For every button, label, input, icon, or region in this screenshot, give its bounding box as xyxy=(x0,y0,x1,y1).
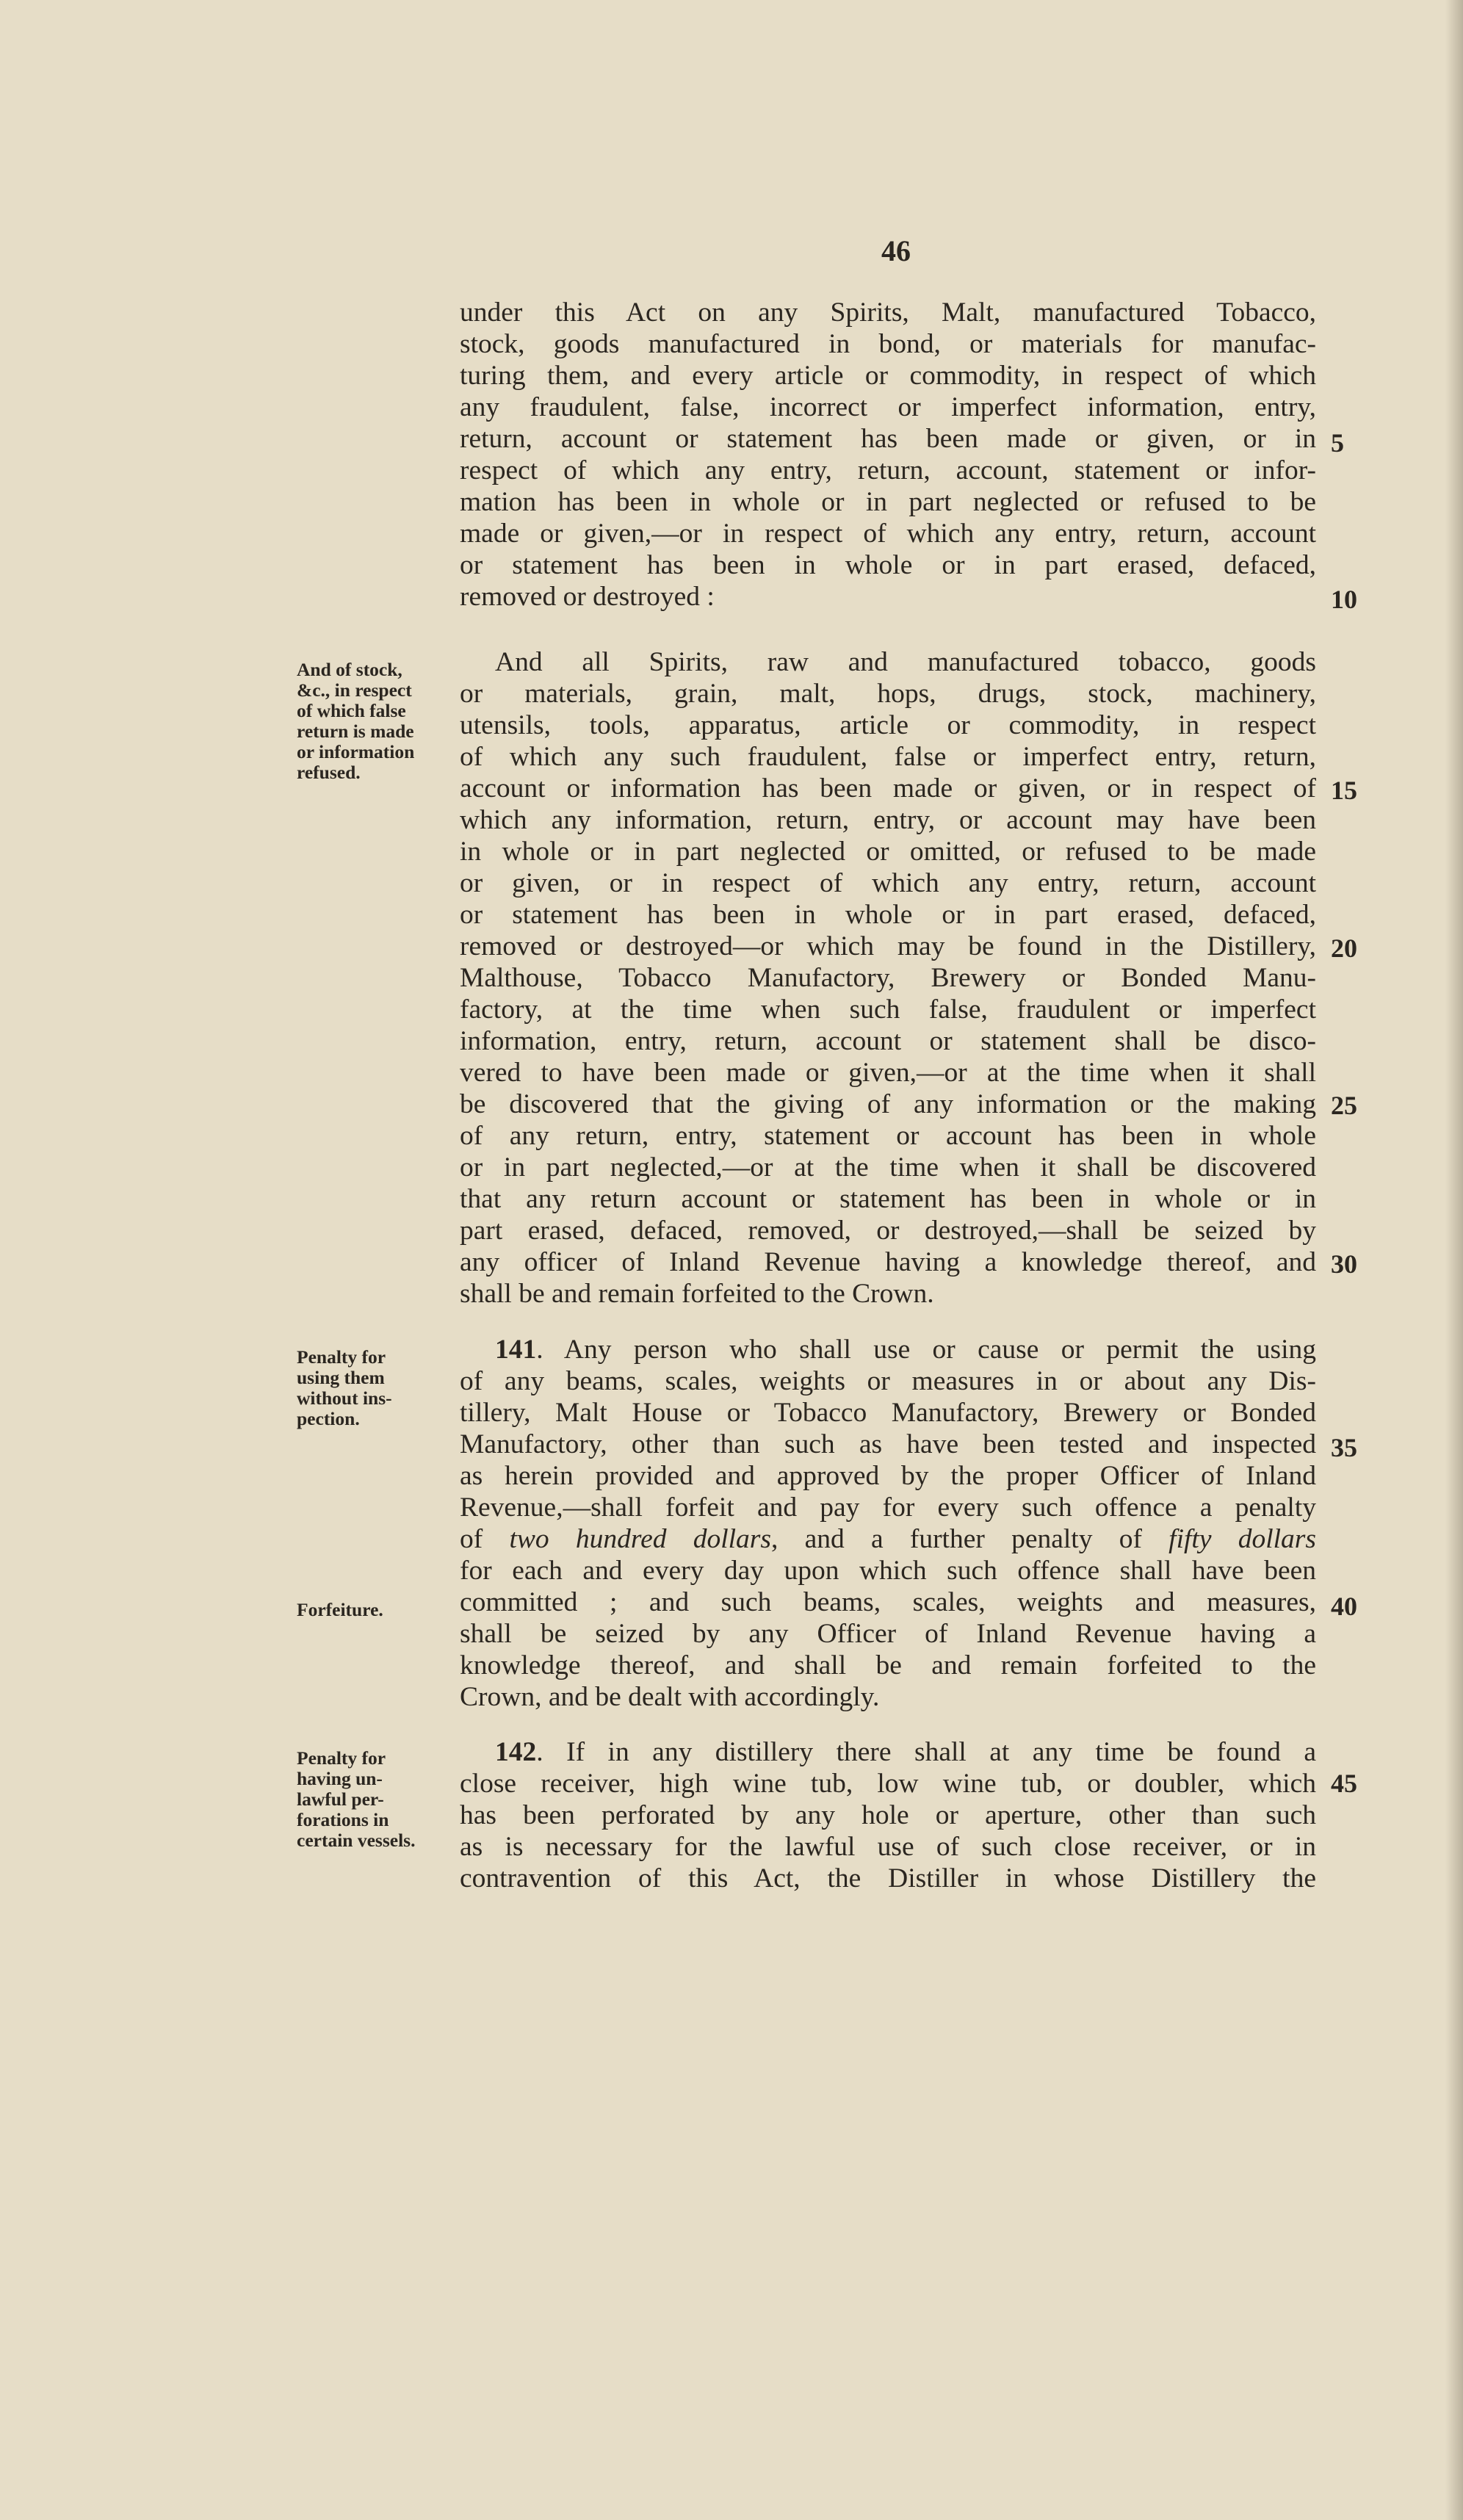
line-number: 30 xyxy=(1331,1249,1357,1279)
line-number: 5 xyxy=(1331,428,1344,458)
text-line: Crown, and be dealt with accordingly. xyxy=(460,1682,880,1712)
line-number: 45 xyxy=(1331,1769,1357,1798)
text-line: 142. If in any distillery there shall at any time be found a xyxy=(495,1737,1316,1767)
section-141 xyxy=(460,1334,1316,1716)
text-line: has been perforated by any hole or aperture, other than such xyxy=(460,1800,1316,1830)
text-line: or statement has been in whole or in part erased, defaced, xyxy=(460,550,1316,580)
text-line: or given, or in respect of which any entry, return, account xyxy=(460,868,1316,898)
text-line: or statement has been in whole or in part erased, defaced, xyxy=(460,900,1316,930)
text-line: committed ; and such beams, scales, weights and measures, xyxy=(460,1587,1316,1617)
sidenote-penalty-uninspected-measures: Penalty for using them without ins- pection. xyxy=(297,1346,392,1429)
sidenote-stock-false-return: And of stock, &c., in respect of which false return is made or information refused. xyxy=(297,659,415,783)
line-number: 10 xyxy=(1331,585,1357,614)
text-line: close receiver, high wine tub, low wine tub, or doubler, which xyxy=(460,1769,1316,1799)
text-line: return, account or statement has been made or given, or in xyxy=(460,424,1316,454)
text-line: factory, at the time when such false, fraudulent or imperfect xyxy=(460,994,1316,1025)
text-line: any fraudulent, false, incorrect or imperfect information, entry, xyxy=(460,392,1316,422)
text-line: knowledge thereof, and shall be and remain forfeited to the xyxy=(460,1650,1316,1680)
sidenote-forfeiture: Forfeiture. xyxy=(297,1599,383,1620)
text-line: vered to have been made or given,—or at the time when it shall xyxy=(460,1058,1316,1088)
text-line: removed or destroyed : xyxy=(460,582,715,612)
text-line: which any information, return, entry, or account may have been xyxy=(460,805,1316,835)
penalty-amount: two hundred dollars xyxy=(509,1524,771,1554)
text-line: of two hundred dollars, and a further penalty of fifty dollars xyxy=(460,1524,1316,1554)
text-line: tillery, Malt House or Tobacco Manufactory, Brewery or Bonded xyxy=(460,1398,1316,1428)
page-edge-shadow xyxy=(1445,0,1463,2520)
text-line: information, entry, return, account or statement shall be disco- xyxy=(460,1026,1316,1056)
text-line: under this Act on any Spirits, Malt, manufactured Tobacco, xyxy=(460,297,1316,328)
line-number: 20 xyxy=(1331,934,1357,963)
daily-penalty-amount: fifty dollars xyxy=(1168,1524,1316,1554)
text-line: contravention of this Act, the Distiller in whose Distillery the xyxy=(460,1863,1316,1893)
sidenote-penalty-perforations: Penalty for having un- lawful per- forations in certain vessels. xyxy=(297,1747,416,1851)
section-142 xyxy=(460,1736,1316,1898)
text-line: part erased, defaced, removed, or destroyed,—shall be seized by xyxy=(460,1216,1316,1246)
line-number: 25 xyxy=(1331,1091,1357,1120)
line-number: 15 xyxy=(1331,776,1357,805)
line-number: 35 xyxy=(1331,1433,1357,1462)
text-line: respect of which any entry, return, account, statement or infor- xyxy=(460,455,1316,485)
paragraph-continuation xyxy=(460,297,1316,620)
section-number: 141 xyxy=(495,1335,537,1365)
text-line: Malthouse, Tobacco Manufactory, Brewery or Bonded Manu- xyxy=(460,963,1316,993)
text-line: turing them, and every article or commodity, in respect of which xyxy=(460,361,1316,391)
text-line: Manufactory, other than such as have been tested and inspected xyxy=(460,1429,1316,1459)
section-number: 142 xyxy=(495,1737,537,1767)
text-line: of any beams, scales, weights or measures in or about any Dis- xyxy=(460,1366,1316,1396)
text-line: as is necessary for the lawful use of such close receiver, or in xyxy=(460,1832,1316,1862)
paragraph-forfeiture-of-goods xyxy=(460,646,1316,1315)
page-number: 46 xyxy=(881,234,911,267)
text-line: mation has been in whole or in part neglected or refused to be xyxy=(460,487,1316,517)
text-line: Revenue,—shall forfeit and pay for every such offence a penalty xyxy=(460,1492,1316,1523)
text-line: or in part neglected,—or at the time when it shall be discovered xyxy=(460,1152,1316,1183)
line-number: 40 xyxy=(1331,1592,1357,1621)
text-line: utensils, tools, apparatus, article or commodity, in respect xyxy=(460,710,1316,740)
text-line: or materials, grain, malt, hops, drugs, stock, machinery, xyxy=(460,679,1316,709)
text-line: removed or destroyed—or which may be found in the Distillery, xyxy=(460,931,1316,961)
text-line: stock, goods manufactured in bond, or materials for manufac- xyxy=(460,329,1316,359)
text-line: for each and every day upon which such offence shall have been xyxy=(460,1556,1316,1586)
text-line: shall be seized by any Officer of Inland Revenue having a xyxy=(460,1619,1316,1649)
text-line: in whole or in part neglected or omitted, or refused to be made xyxy=(460,837,1316,867)
text-line: any officer of Inland Revenue having a knowledge thereof, and xyxy=(460,1247,1316,1277)
text-line: of any return, entry, statement or account has been in whole xyxy=(460,1121,1316,1151)
text-line: And all Spirits, raw and manufactured tobacco, goods xyxy=(495,647,1316,677)
text-line: that any return account or statement has been in whole or in xyxy=(460,1184,1316,1214)
text-line: of which any such fraudulent, false or imperfect entry, return, xyxy=(460,742,1316,772)
text-line: account or information has been made or given, or in respect of xyxy=(460,773,1316,804)
text-line: 141. Any person who shall use or cause or permit the using xyxy=(495,1335,1316,1365)
text-line: as herein provided and approved by the proper Officer of Inland xyxy=(460,1461,1316,1491)
text-line: shall be and remain forfeited to the Crown. xyxy=(460,1279,934,1309)
text-line: made or given,—or in respect of which any entry, return, account xyxy=(460,519,1316,549)
text-line: be discovered that the giving of any information or the making xyxy=(460,1089,1316,1119)
